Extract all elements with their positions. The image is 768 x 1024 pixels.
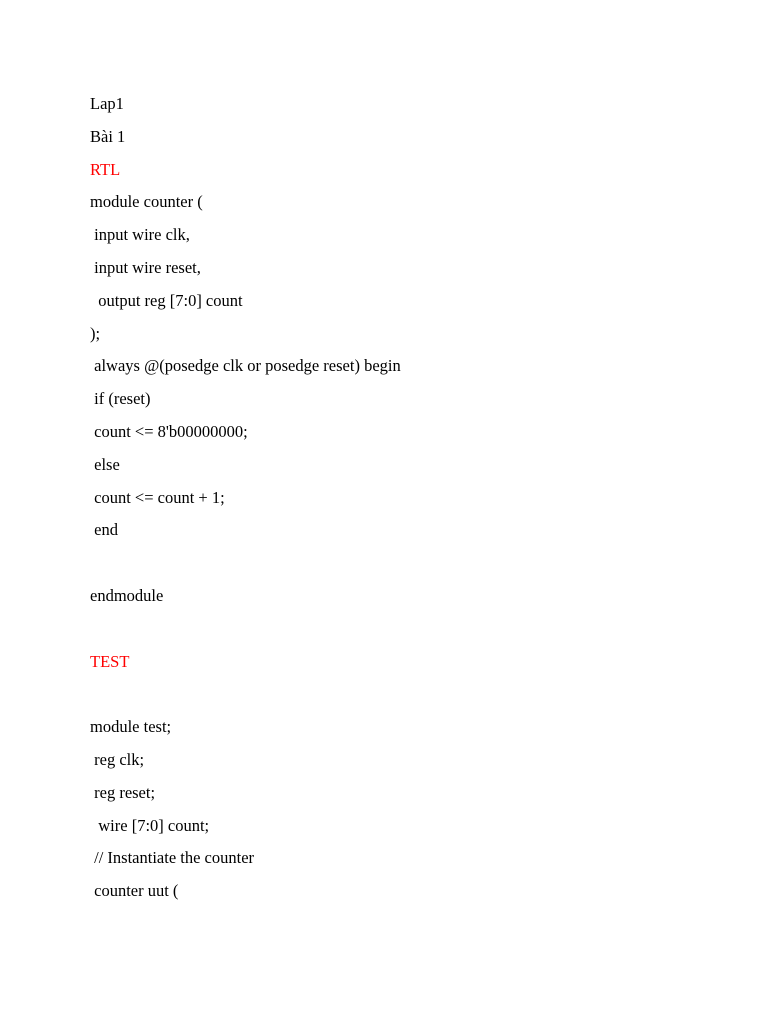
code-line: endmodule <box>90 585 164 605</box>
code-line: else <box>90 454 120 474</box>
code-line: count <= 8'b00000000; <box>90 421 248 441</box>
code-line: reg clk; <box>90 749 145 769</box>
code-line: always @(posedge clk or posedge reset) begin <box>90 356 401 376</box>
code-line: counter uut ( <box>90 881 179 901</box>
code-line: input wire reset, <box>90 257 201 277</box>
document-body <box>90 92 690 912</box>
code-line: output reg [7:0] count <box>90 290 243 310</box>
code-line: // Instantiate the counter <box>90 848 255 868</box>
code-line: Bài 1 <box>90 126 126 146</box>
blank-line <box>90 682 690 715</box>
code-line: ); <box>90 323 101 343</box>
section-heading: RTL <box>90 159 121 179</box>
code-line: module test; <box>90 717 172 737</box>
code-line: module counter ( <box>90 192 203 212</box>
code-line: Lap1 <box>90 94 124 113</box>
code-line: input wire clk, <box>90 225 190 245</box>
section-heading: TEST <box>90 651 130 671</box>
code-line: wire [7:0] count; <box>90 815 210 835</box>
blank-line <box>90 617 690 650</box>
code-line: if (reset) <box>90 389 151 409</box>
code-line: reg reset; <box>90 782 156 802</box>
code-line: end <box>90 520 118 540</box>
code-line: count <= count + 1; <box>90 487 225 507</box>
blank-line <box>90 551 690 584</box>
